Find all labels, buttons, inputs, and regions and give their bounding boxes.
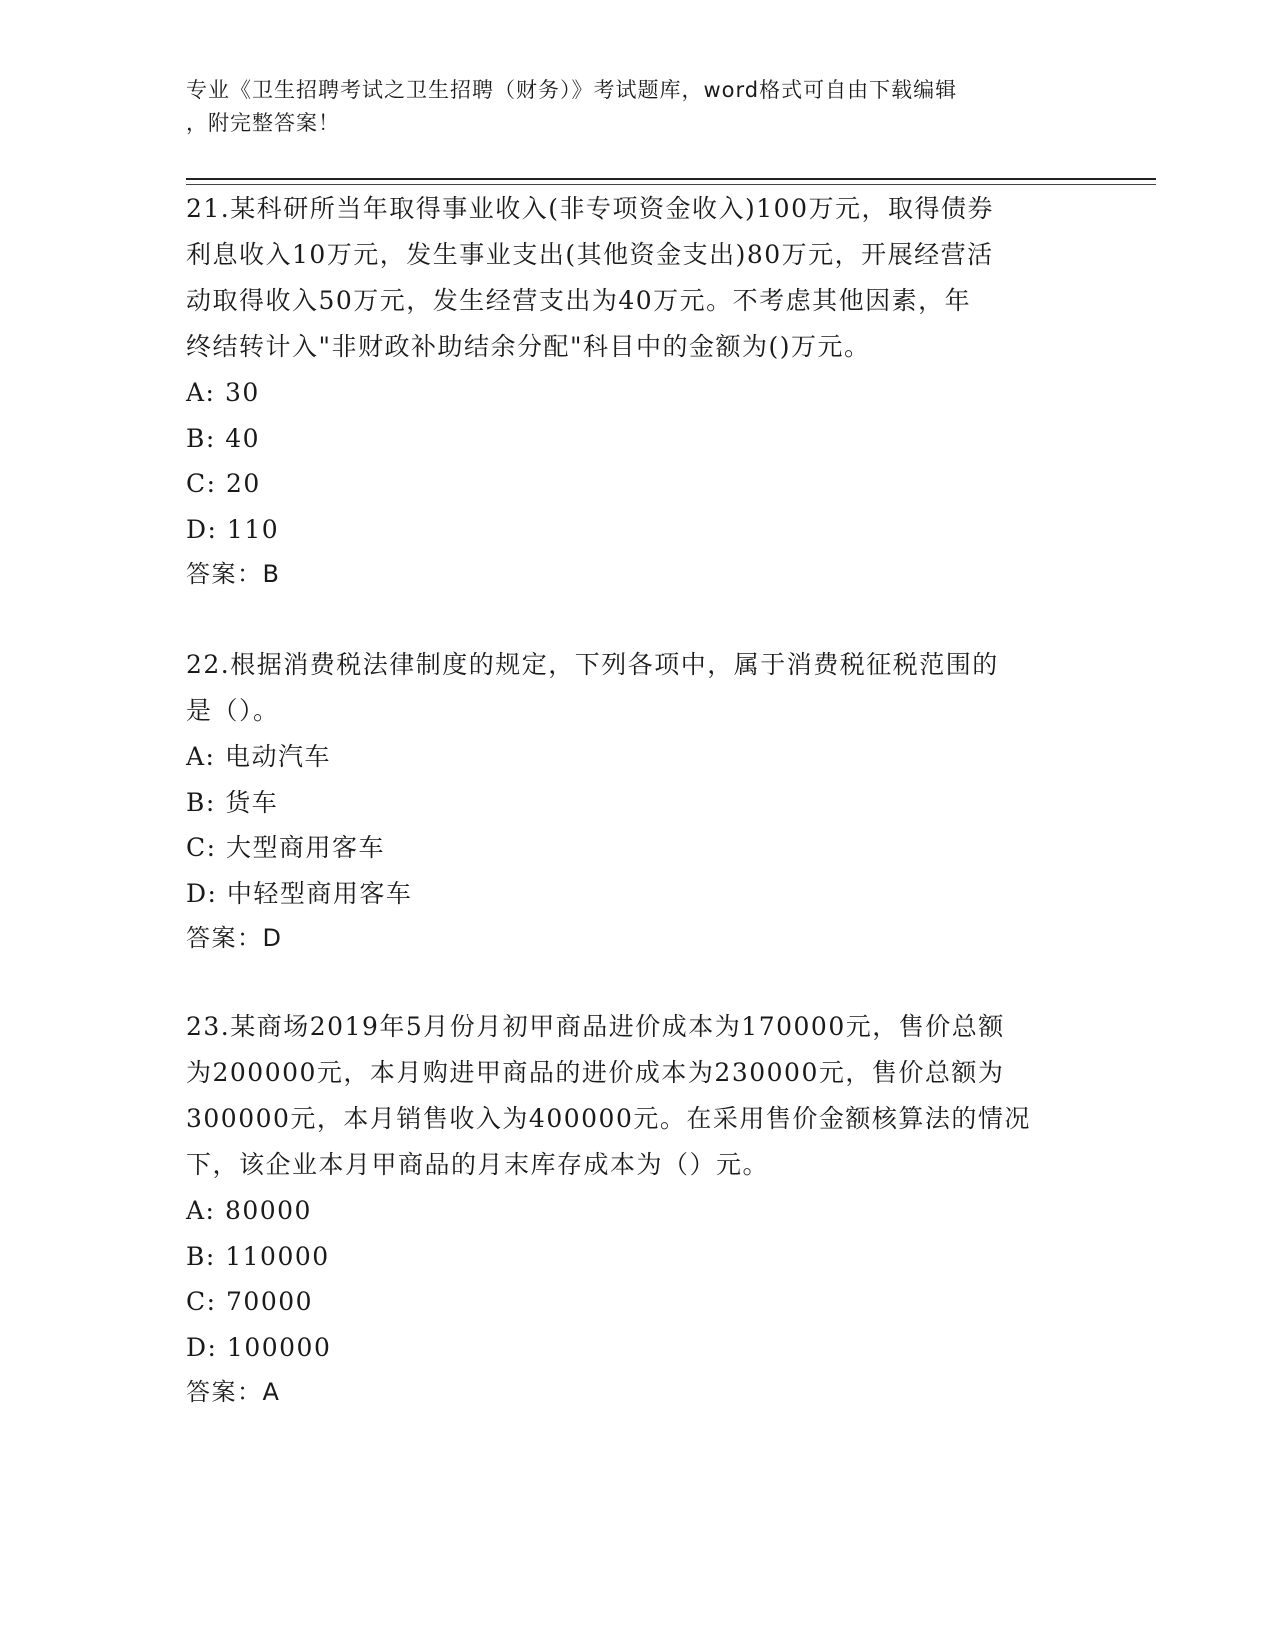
question-stem-line: 300000元，本月销售收入为400000元。在采用售价金额核算法的情况 (186, 1104, 1031, 1133)
option-d (186, 871, 1086, 917)
question-stem-line: 是（）。 (186, 696, 280, 725)
question-stem-line: 下，该企业本月甲商品的月末库存成本为（）元。 (186, 1150, 770, 1179)
header-line-1: 专业《卫生招聘考试之卫生招聘（财务）》考试题库，word格式可自由下载编辑 (186, 78, 958, 102)
question-21 (186, 186, 1086, 597)
header-line-2: ，附完整答案！ (186, 111, 340, 135)
question-23 (186, 1004, 1086, 1415)
option-letter: D: (186, 514, 218, 544)
option-text: 80000 (224, 1196, 312, 1225)
option-letter: D: (186, 878, 218, 908)
answer-line: 答案：D (186, 924, 283, 952)
question-22 (186, 642, 1086, 961)
option-a (186, 1188, 1086, 1234)
option-c (186, 461, 1086, 507)
option-text: 110 (226, 514, 280, 544)
option-c (186, 1279, 1086, 1325)
option-b (186, 780, 1086, 826)
option-letter: C: (186, 469, 217, 498)
option-text: 40 (225, 423, 261, 453)
option-letter: A: (186, 378, 216, 407)
option-b (186, 416, 1086, 462)
option-letter: B: (186, 1241, 216, 1271)
option-letter: A: (186, 742, 216, 771)
question-stem-line: 动取得收入50万元，发生经营支出为40万元。不考虑其他因素，年 (186, 286, 972, 315)
header-divider-thick (186, 178, 1156, 180)
option-d (186, 1325, 1086, 1371)
document-header (186, 74, 1066, 140)
option-b (186, 1234, 1086, 1280)
option-text: 70000 (226, 1287, 314, 1316)
option-text: 100000 (226, 1332, 332, 1362)
option-letter: B: (186, 423, 216, 453)
option-text: 20 (226, 469, 261, 498)
question-stem-line: 利息收入10万元，发生事业支出(其他资金支出)80万元，开展经营活 (186, 240, 994, 269)
option-letter: B: (186, 787, 216, 817)
option-text: 110000 (225, 1241, 330, 1271)
option-letter: D: (186, 1332, 218, 1362)
option-text: 大型商用客车 (226, 833, 386, 862)
option-letter: C: (186, 1287, 217, 1316)
option-text: 中轻型商用客车 (226, 878, 413, 908)
option-text: 货车 (225, 787, 279, 817)
option-text: 电动汽车 (224, 742, 331, 771)
question-stem-line: 为200000元，本月购进甲商品的进价成本为230000元，售价总额为 (186, 1058, 1005, 1087)
question-stem-line: 21.某科研所当年取得事业收入(非专项资金收入)100万元，取得债券 (186, 194, 994, 223)
option-letter: C: (186, 833, 217, 862)
question-stem-line: 终结转计入"非财政补助结余分配"科目中的金额为()万元。 (186, 332, 871, 361)
option-d (186, 507, 1086, 553)
option-a (186, 734, 1086, 780)
option-letter: A: (186, 1196, 216, 1225)
question-stem-line: 23.某商场2019年5月份月初甲商品进价成本为170000元，售价总额 (186, 1012, 1005, 1041)
answer-line: 答案：A (186, 1378, 281, 1406)
option-c (186, 825, 1086, 871)
question-stem-line: 22.根据消费税法律制度的规定，下列各项中，属于消费税征税范围的 (186, 650, 999, 679)
answer-line: 答案：B (186, 560, 281, 588)
option-text: 30 (224, 378, 260, 407)
option-a (186, 370, 1086, 416)
header-divider-thin (186, 184, 1156, 185)
